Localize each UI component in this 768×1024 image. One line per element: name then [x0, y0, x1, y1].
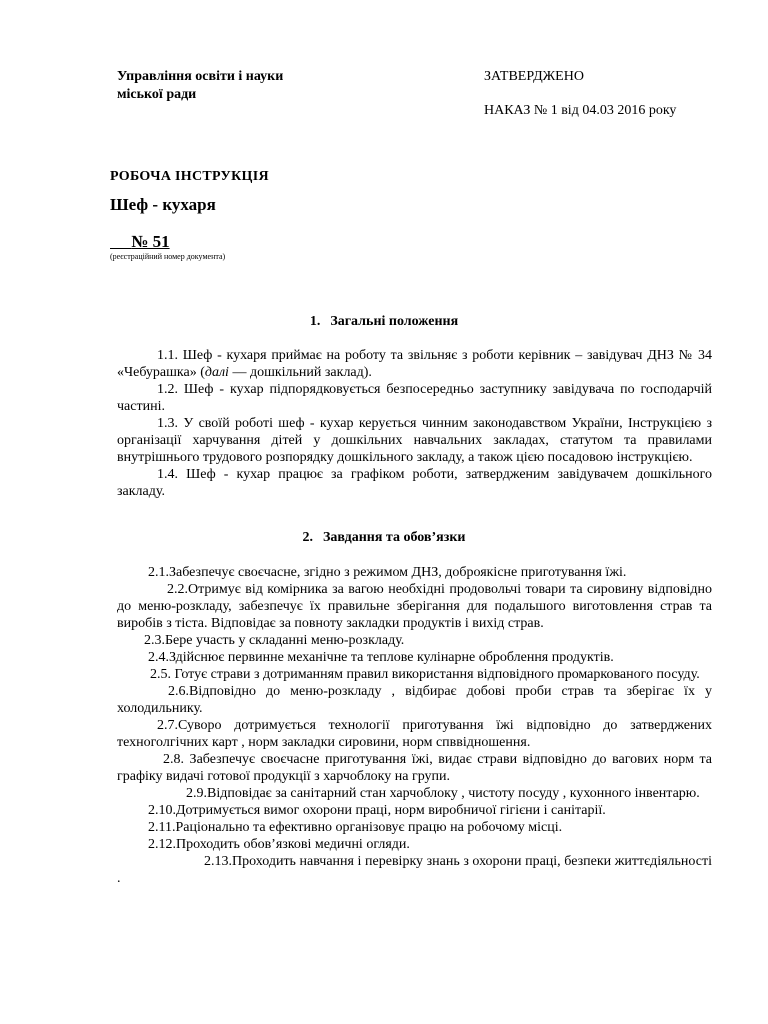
- duty-2-7: 2.7.Суворо дотримується технології приготування їжі відповідно до затверджених техноголгічних карт , норм закладки сировини, норм спввідношення.: [117, 718, 712, 750]
- duty-2-11: 2.11.Раціонально та ефективно організовує працю на робочому місці.: [148, 820, 563, 835]
- organization-line-1: Управління освіти і науки: [117, 69, 284, 84]
- registration-note: (реєстраційний номер документа): [110, 252, 226, 261]
- section-2-heading: [0, 530, 768, 546]
- clause-1-1-text-a: 1.1. Шеф - кухаря приймає на роботу та звільняє з роботи керівник – завідувач ДНЗ № 34 «Чебурашка» (: [117, 348, 712, 380]
- clause-1-1-text-b: — дошкільний заклад).: [228, 365, 372, 380]
- position-title: Шеф - кухаря: [110, 195, 216, 214]
- section-1-title: Загальні положення: [330, 314, 459, 329]
- organization-line-2: міської ради: [117, 87, 197, 102]
- duty-2-13: 2.13.Проходить навчання і перевірку знань з охорони праці, безпеки життєдіяльності .: [117, 854, 712, 886]
- clause-1-3: 1.3. У своїй роботі шеф - кухар керується чинним законодавством України, Інструкцією з організації харчування дітей у дошкільних навчальних закладах, статутом та правилами внутрішнього трудового розпорядку дошкільного закладу, а також цією посадовою інструкцією.: [117, 416, 712, 465]
- duty-2-1: 2.1.Забезпечує своєчасне, згідно з режимом ДНЗ, доброякісне приготування їжі.: [148, 565, 627, 580]
- order-reference: НАКАЗ № 1 від 04.03 2016 року: [484, 103, 677, 118]
- duty-2-2: 2.2.Отримує від комірника за вагою необхідні продовольчі товари та сировину відповідно до меню-розкладу, забезпечує їх правильне зберігання для подальшого виготовлення страв та виробів з тіста. Відповідає за повноту закладки продуктів і вихід страв.: [117, 582, 712, 631]
- duty-2-10: 2.10.Дотримується вимог охорони праці, норм виробничої гігієни і санітарії.: [148, 803, 606, 818]
- clause-1-4: 1.4. Шеф - кухар працює за графіком роботи, затвердженим завідувачем дошкільного закладу.: [117, 467, 712, 499]
- section-2-number: 2.: [302, 530, 314, 545]
- duty-2-12: 2.12.Проходить обов’язкові медичні огляди.: [148, 837, 410, 852]
- organization-name: [117, 68, 283, 104]
- registration-number: [110, 232, 170, 252]
- approved-stamp-text: ЗАТВЕРДЖЕНО: [484, 69, 584, 84]
- clause-1-2: 1.2. Шеф - кухар підпорядковується безпосередньо заступнику завідувача по господарчій частині.: [117, 382, 712, 414]
- clause-1-1: [117, 347, 712, 381]
- duty-2-4: 2.4.Здійснює первинне механічне та теплове кулінарне оброблення продуктів.: [148, 650, 614, 665]
- section-1-number: 1.: [309, 314, 321, 329]
- duty-2-8: 2.8. Забезпечує своєчасне приготування їжі, видає страви відповідно до вагових норм та графіку видачі готової продукції з харчоблоку на групи.: [117, 752, 712, 784]
- duty-2-5: 2.5. Готує страви з дотриманням правил використання відповідного промаркованого посуду.: [150, 667, 700, 682]
- section-1-body: [117, 347, 712, 500]
- duty-2-3: 2.3.Бере участь у складанні меню-розкладу.: [144, 633, 405, 648]
- clause-1-1-emphasis: далі: [204, 365, 229, 380]
- duty-2-6: 2.6.Відповідно до меню-розкладу , відбирає добові проби страв та зберігає їх у холодильнику.: [117, 684, 712, 716]
- section-1-heading: [0, 314, 768, 330]
- document-type: РОБОЧА ІНСТРУКЦІЯ: [110, 169, 269, 184]
- duty-2-9: 2.9.Відповідає за санітарний стан харчоблоку , чистоту посуду , кухонного інвентарю.: [186, 786, 700, 801]
- registration-number-value: № 51: [131, 232, 170, 251]
- section-2-title: Завдання та обов’язки: [323, 530, 466, 545]
- section-2-body: [117, 564, 712, 887]
